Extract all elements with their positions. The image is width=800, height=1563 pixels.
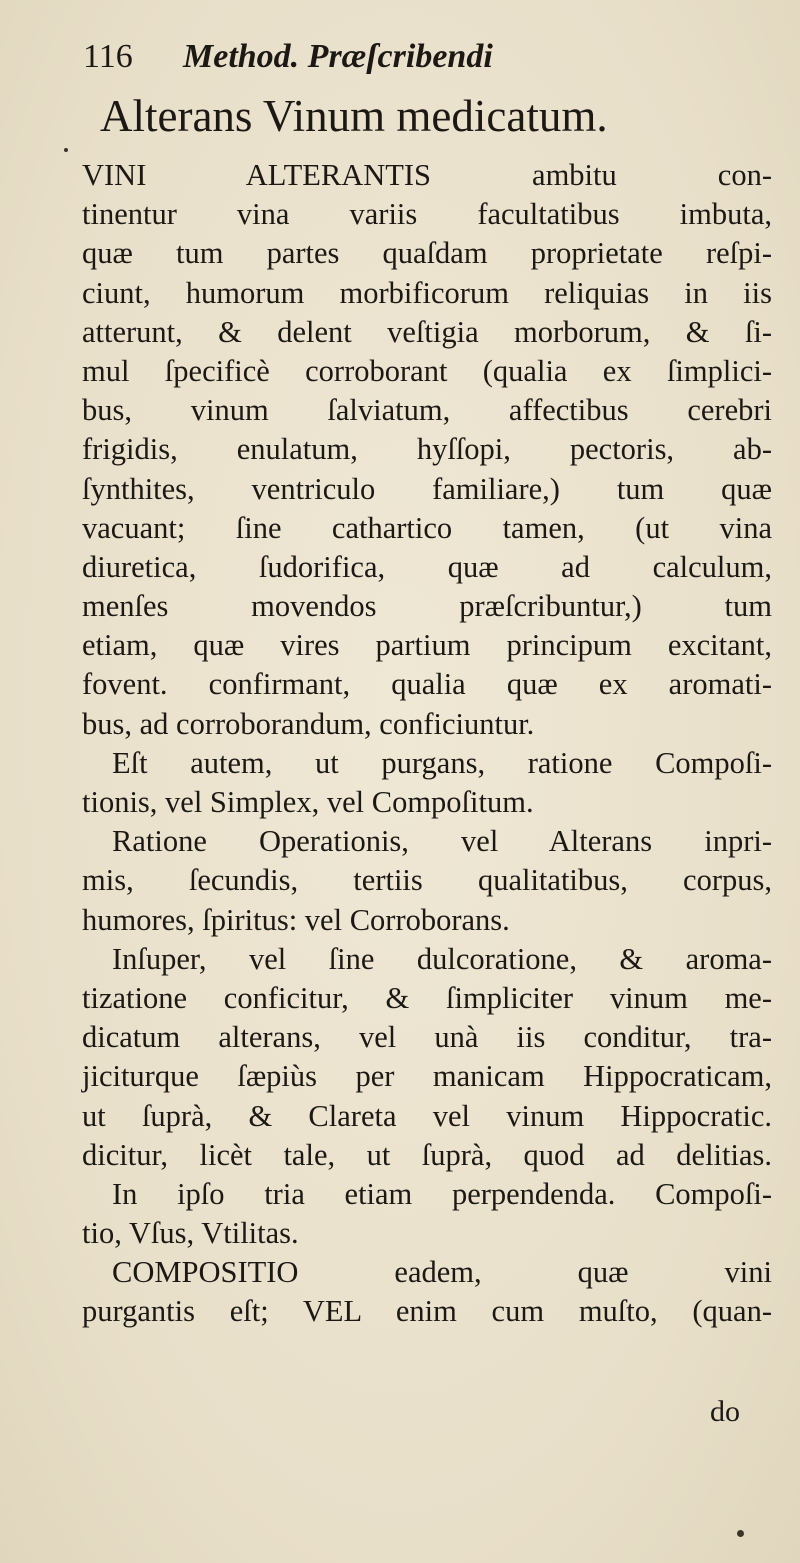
text-line: mul ſpecificè corroborant (qualia ex ſimplici- xyxy=(82,353,772,388)
text-line: tionis, vel Simplex, vel Compoſitum. xyxy=(82,785,534,819)
catchword: do xyxy=(710,1395,740,1428)
running-title: Method. Præſcribendi xyxy=(183,38,493,75)
text-line: tio, Vſus, Vtilitas. xyxy=(82,1216,299,1251)
text-line: Eſt autem, ut purgans, ratione Compoſi- xyxy=(112,745,772,780)
text-line: purgantis eſt; VEL enim cum muſto, (quan- xyxy=(82,1294,772,1329)
text-line: etiam, quæ vires partium principum excitant, xyxy=(82,628,772,663)
text-line: VINI ALTERANTIS ambitu con- xyxy=(82,158,772,192)
text-line: diuretica, ſudorifica, quæ ad calculum, xyxy=(82,549,772,584)
text-line: dicitur, licèt tale, ut ſuprà, quod ad delitias. xyxy=(82,1137,772,1172)
text-line: atterunt, & delent veſtigia morborum, & ſi- xyxy=(82,314,772,349)
section-title: Alterans Vinum medicatum. xyxy=(100,91,608,141)
text-line: ciunt, humorum morbificorum reliquias in iis xyxy=(82,275,772,310)
text-line: quæ tum partes quaſdam proprietate reſpi- xyxy=(82,236,772,271)
page-header xyxy=(83,38,603,88)
text-line: bus, ad corroborandum, conficiuntur. xyxy=(82,706,535,741)
text-line: COMPOSITIO eadem, quæ vini xyxy=(112,1255,772,1290)
text-line: tizatione conficitur, & ſimpliciter vinum me- xyxy=(82,980,772,1015)
text-line: fovent. confirmant, qualia quæ ex aromati- xyxy=(82,667,772,702)
text-line: bus, vinum ſalviatum, affectibus cerebri xyxy=(82,393,772,428)
text-line: jiciturque ſæpiùs per manicam Hippocraticam, xyxy=(82,1059,772,1094)
text-line: In ipſo tria etiam perpendenda. Compoſi- xyxy=(112,1176,772,1211)
text-line: Ratione Operationis, vel Alterans inpri- xyxy=(112,824,772,859)
text-line: frigidis, enulatum, hyſſopi, pectoris, ab- xyxy=(82,432,772,467)
page-number: 116 xyxy=(83,38,133,75)
body-text xyxy=(82,156,772,1332)
ink-spot xyxy=(64,148,68,152)
text-line: tinentur vina variis facultatibus imbuta, xyxy=(82,197,772,232)
text-line: humores, ſpiritus: vel Corroborans. xyxy=(82,902,510,937)
text-line: ut ſuprà, & Clareta vel vinum Hippocratic. xyxy=(82,1098,772,1133)
text-line: dicatum alterans, vel unà iis conditur, tra- xyxy=(82,1020,772,1055)
text-line: Inſuper, vel ſine dulcoratione, & aroma- xyxy=(112,941,772,976)
text-line: ſynthites, ventriculo familiare,) tum quæ xyxy=(82,471,772,506)
ink-spot xyxy=(737,1530,744,1537)
text-line: vacuant; ſine cathartico tamen, (ut vina xyxy=(82,510,772,545)
text-line: menſes movendos præſcribuntur,) tum xyxy=(82,589,772,624)
text-line: mis, ſecundis, tertiis qualitatibus, corpus, xyxy=(82,863,772,898)
